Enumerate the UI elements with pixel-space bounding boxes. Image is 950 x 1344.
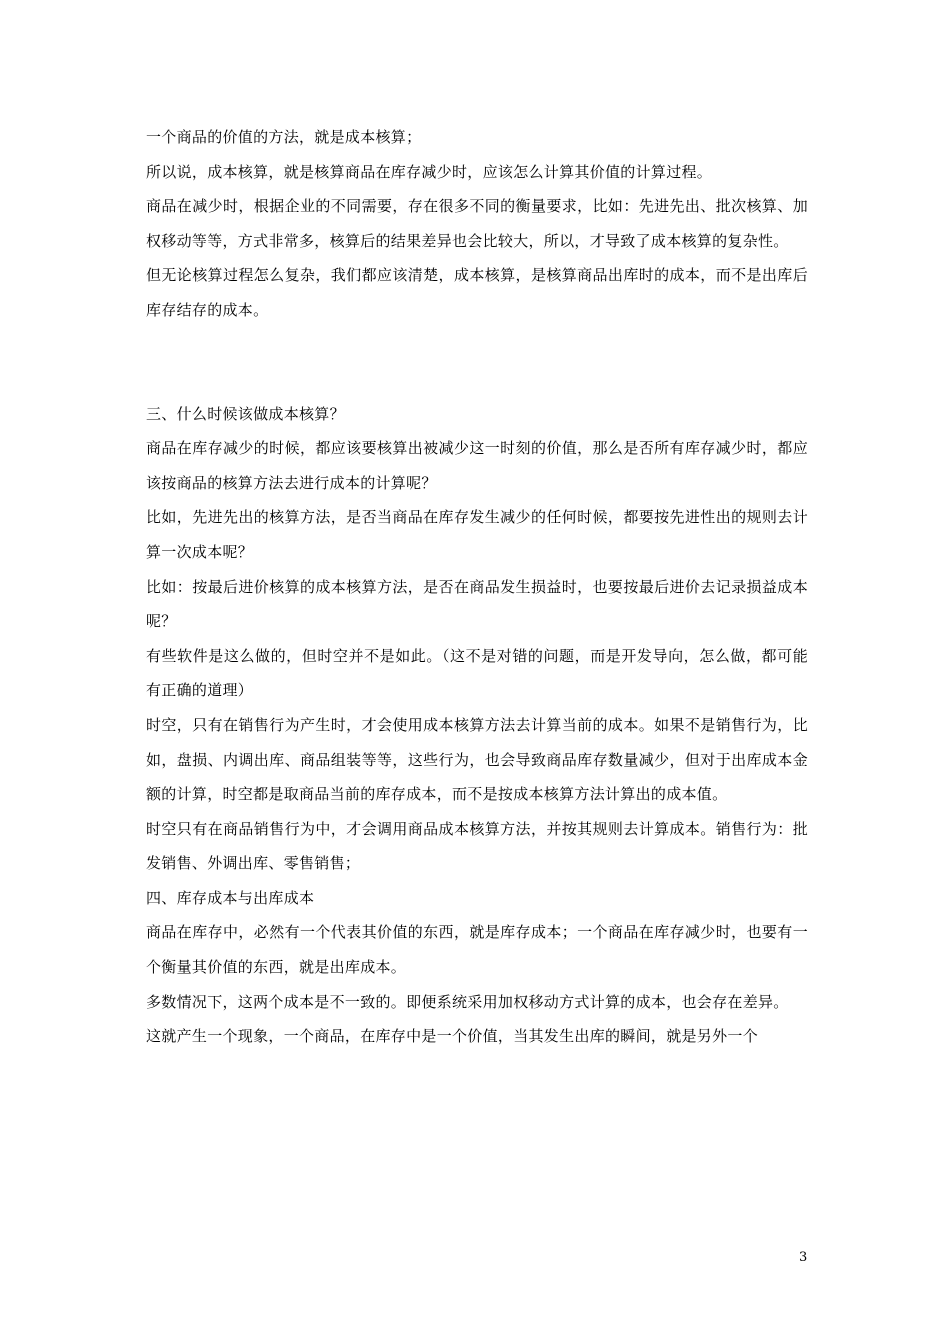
paragraph: 有些软件是这么做的，但时空并不是如此。（这不是对错的问题，而是开发导向，怎么做，都可能有正确的道理）: [146, 646, 808, 700]
paragraph: 时空，只有在销售行为产生时，才会使用成本核算方法去计算当前的成本。如果不是销售行为，比如，盘损、内调出库、商品组装等等，这些行为，也会导致商品库存数量减少，但对于出库成本金额的计算，时空都是取商品当前的库存成本，而不是按成本核算方法计算出的成本值。: [146, 715, 808, 804]
paragraph: 这就产生一个现象，一个商品，在库存中是一个价值，当其发生出库的瞬间，就是另外一个: [146, 1027, 759, 1046]
paragraph: 一个商品的价值的方法，就是成本核算；: [146, 128, 422, 146]
page-number: 3: [799, 1250, 808, 1265]
paragraph: 比如：按最后进价核算的成本核算方法，是否在商品发生损益时，也要按最后进价去记录损益成本呢？: [146, 577, 808, 631]
paragraph: 但无论核算过程怎么复杂，我们都应该清楚，成本核算，是核算商品出库时的成本，而不是出库后库存结存的成本。: [146, 266, 808, 319]
paragraph: 商品在库存减少的时候，都应该要核算出被减少这一时刻的价值，那么是否所有库存减少时，都应该按商品的核算方法去进行成本的计算呢？: [146, 439, 808, 492]
paragraph: 商品在库存中，必然有一个代表其价值的东西，就是库存成本；一个商品在库存减少时，也要有一个衡量其价值的东西，就是出库成本。: [146, 923, 808, 977]
paragraph: 多数情况下，这两个成本是不一致的。即便系统采用加权移动方式计算的成本，也会存在差异。: [146, 992, 789, 1011]
section-heading: 四、库存成本与出库成本: [146, 888, 315, 907]
paragraph: 所以说，成本核算，就是核算商品在库存减少时，应该怎么计算其价值的计算过程。: [146, 162, 713, 181]
paragraph: 比如，先进先出的核算方法，是否当商品在库存发生减少的任何时候，都要按先进性出的规则去计算一次成本呢？: [146, 508, 808, 561]
section-spacer: [146, 328, 808, 397]
paragraph: 商品在减少时，根据企业的不同需要，存在很多不同的衡量要求，比如：先进先出、批次核算、加权移动等等，方式非常多，核算后的结果差异也会比较大，所以，才导致了成本核算的复杂性。: [146, 197, 808, 250]
section-heading: 三、什么时候该做成本核算？: [146, 404, 345, 423]
body-text: [146, 120, 808, 1054]
paragraph: 时空只有在商品销售行为中，才会调用商品成本核算方法，并按其规则去计算成本。销售行为：批发销售、外调出库、零售销售；: [146, 819, 808, 873]
